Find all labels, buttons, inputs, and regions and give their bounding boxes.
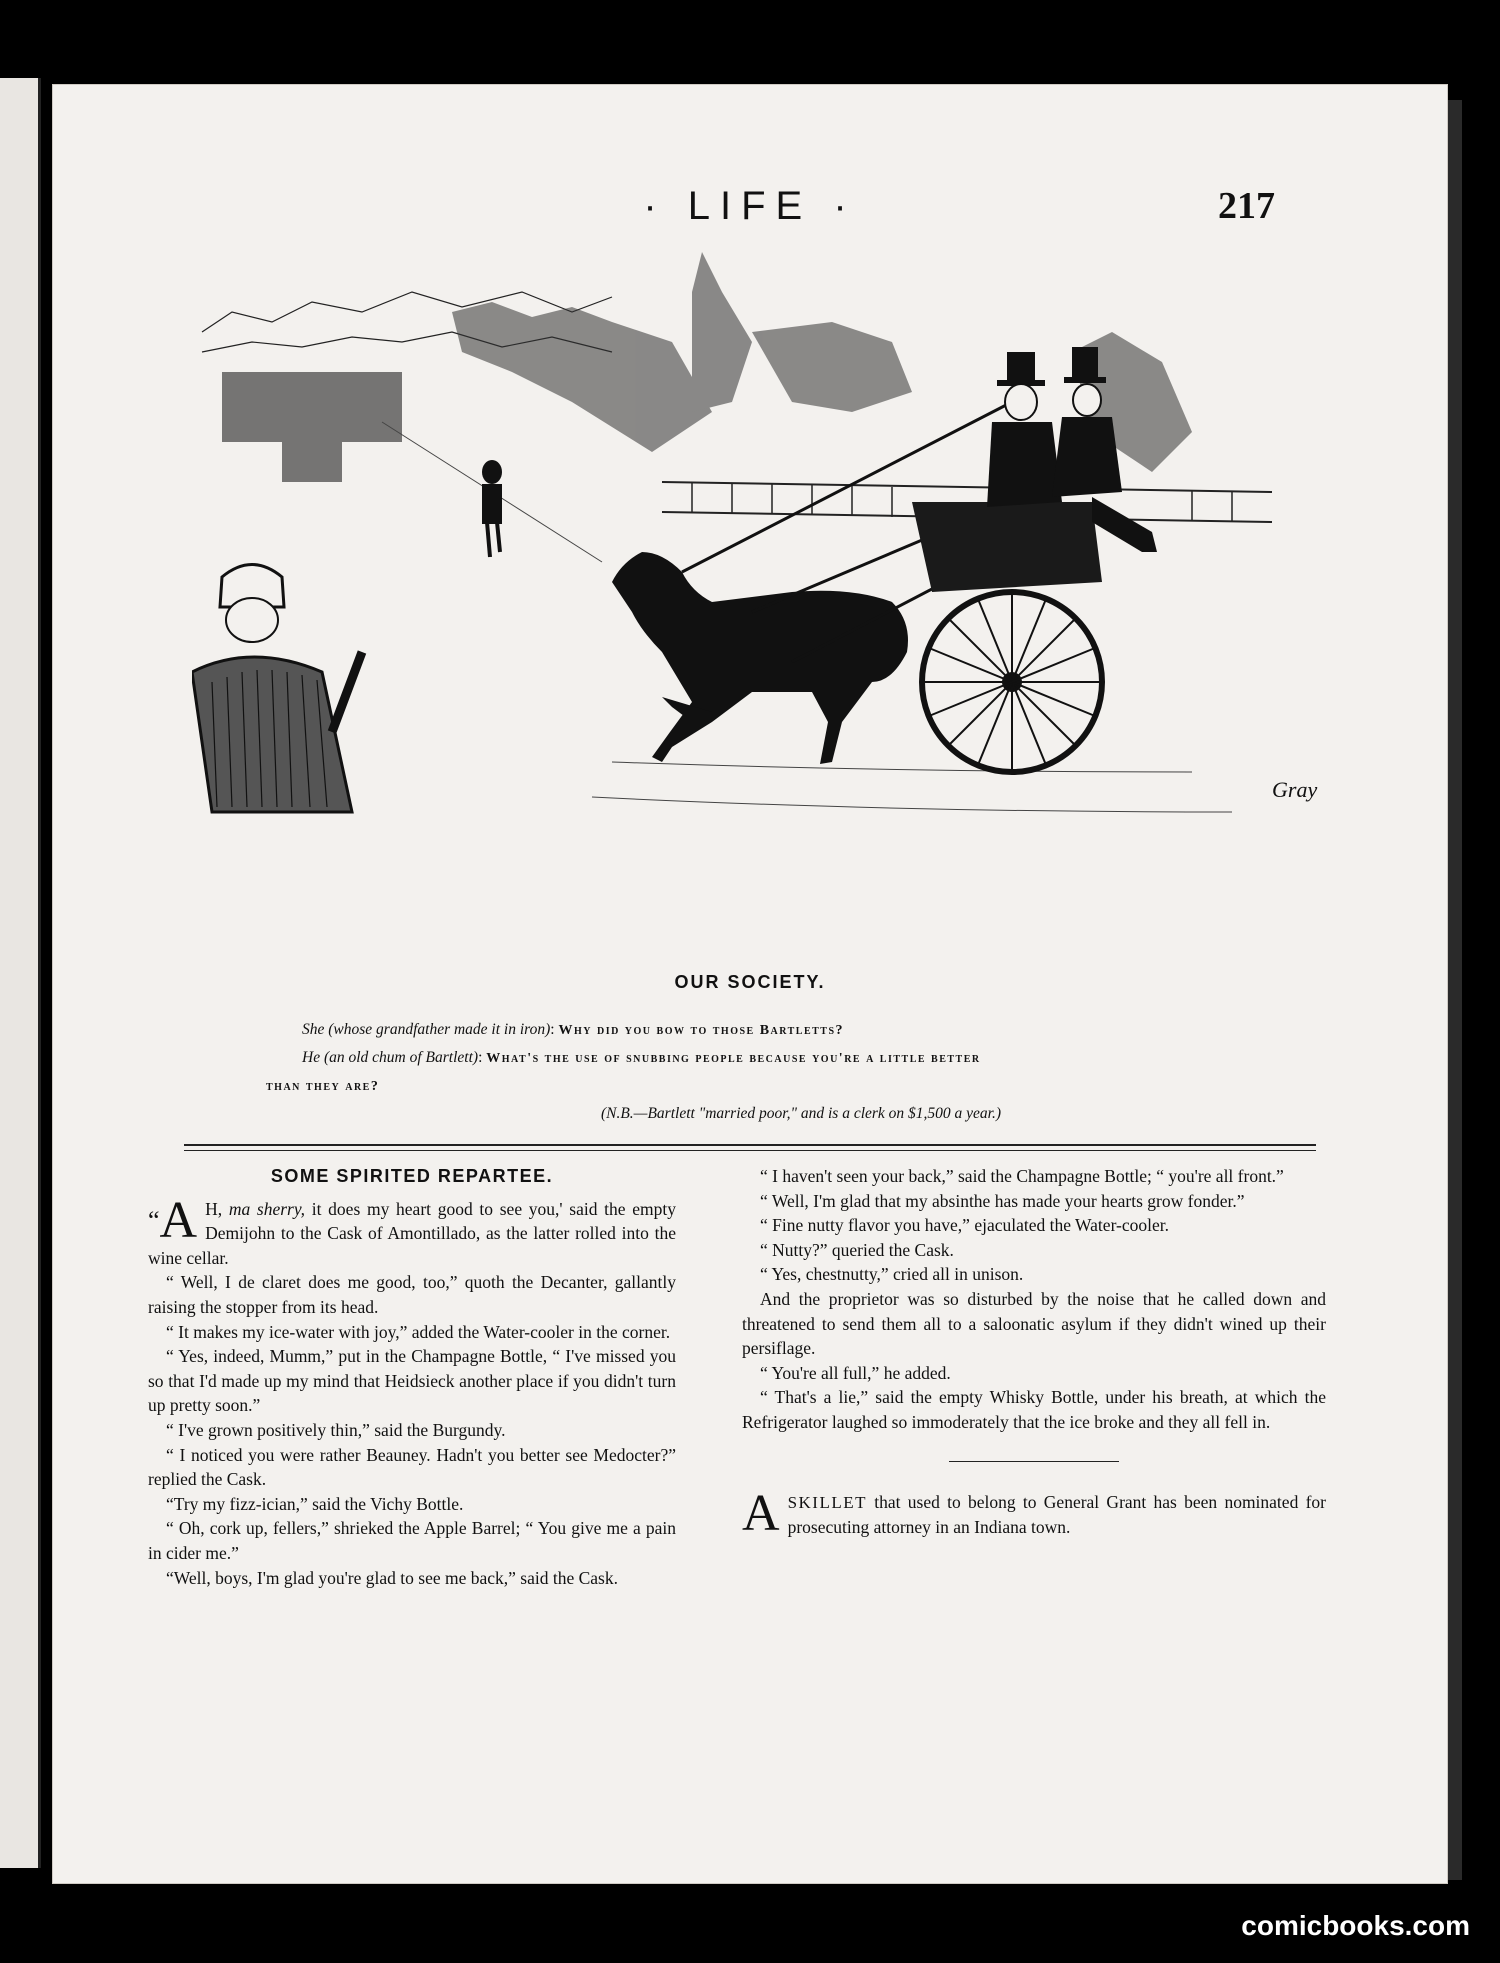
article-paragraph: “ It makes my ice-water with joy,” added the Water-cooler in the corner.	[166, 1321, 671, 1342]
facing-page-edge	[0, 78, 41, 1868]
article-title: SOME SPIRITED REPARTEE.	[270, 1166, 554, 1186]
skillet-smallcaps: SKILLET	[787, 1492, 867, 1512]
article-paragraph: “ Well, I de claret does me good, too,” quoth the Decanter, gallantly raising the stopper from its head.	[148, 1272, 676, 1317]
page-number: 217	[1218, 185, 1275, 227]
he-line-1: What's the use of snubbing people because you're a little better	[486, 1051, 981, 1066]
article-paragraph: “ Well, I'm glad that my absinthe has made your hearts grow fonder.”	[760, 1190, 1245, 1211]
carriage-illustration	[192, 252, 1332, 1002]
article-paragraph: “ Yes, chestnutty,” cried all in unison.	[760, 1264, 1024, 1285]
she-descriptor: (whose grandfather made it in iron)	[328, 1021, 551, 1038]
site-watermark: comicbooks.com	[1241, 1910, 1470, 1941]
caption-note: (N.B.—Bartlett "married poor," and is a clerk on $1,500 a year.)	[600, 1105, 1002, 1122]
svg-text:Gray: Gray	[1272, 777, 1318, 802]
magazine-page	[52, 84, 1448, 1884]
skillet-dropcap: A	[742, 1484, 780, 1542]
double-rule	[184, 1144, 1316, 1151]
skillet-paragraph	[742, 1484, 1326, 1542]
article-dropcap: “A	[148, 1191, 198, 1249]
article-paragraph: “ That's a lie,” said the empty Whisky Bottle, under his breath, at which the Refrigerator laughed so immoderately that the ice broke and they all fell in.	[742, 1387, 1326, 1432]
article-paragraph: “Try my fizz-ician,” said the Vichy Bottle.	[166, 1493, 464, 1514]
article-first-paragraph: “A H, ma sherry, it does my heart good to see you,' said the empty Demijohn to the Cask of Amontillado, as the latter rolled into the wine cellar.	[148, 1191, 676, 1268]
article-paragraph: “ You're all full,” he added.	[760, 1362, 951, 1383]
article-paragraph: And the proprietor was so disturbed by the noise that he called down and threatened to send them all to a saloonatic asylum if they didn't wined up their persiflage.	[742, 1288, 1326, 1359]
article-column-left	[148, 1164, 676, 1590]
caption-she-line: She (whose grandfather made it in iron): Why did you bow to those Bartletts?	[302, 1021, 845, 1038]
cartoon-caption	[266, 1016, 1256, 1127]
he-descriptor: (an old chum of Bartlett)	[323, 1049, 479, 1066]
article-paragraph: “ I haven't seen your back,” said the Champagne Bottle; “ you're all front.”	[760, 1166, 1284, 1186]
she-speaker: She	[302, 1021, 325, 1038]
article-paragraph: “ I've grown positively thin,” said the Burgundy.	[166, 1419, 506, 1440]
cartoon-title: OUR SOCIETY.	[674, 972, 826, 992]
article-paragraph: “ Nutty?” queried the Cask.	[760, 1239, 954, 1260]
article-column-right	[742, 1164, 1326, 1540]
caption-he-line: He (an old chum of Bartlett): What's the use of snubbing people because you're a little better	[302, 1049, 981, 1066]
short-divider	[949, 1461, 1119, 1462]
article-paragraph: “ Oh, cork up, fellers,” shrieked the Apple Barrel; “ You give me a pain in cider me.”	[148, 1518, 676, 1563]
he-line-2: than they are?	[266, 1079, 380, 1094]
he-speaker: He	[302, 1049, 321, 1066]
page-edge-shadow	[1448, 100, 1462, 1880]
she-line: Why did you bow to those Bartletts?	[558, 1023, 845, 1038]
masthead: · LIFE ·	[643, 184, 857, 228]
article-paragraph: “ I noticed you were rather Beauney. Hadn't you better see Medocter?” replied the Cask.	[148, 1444, 676, 1490]
article-paragraph: “Well, boys, I'm glad you're glad to see me back,” said the Cask.	[166, 1567, 618, 1588]
article-paragraph: “ Yes, indeed, Mumm,” put in the Champagne Bottle, “ I've missed you so that I'd made up my mind that Heidsieck another place if you didn't turn up pretty soon.”	[148, 1346, 676, 1416]
article-paragraph: “ Fine nutty flavor you have,” ejaculated the Water-cooler.	[760, 1215, 1170, 1236]
caption-he-line-cont	[266, 1072, 1256, 1100]
skillet-text: that used to belong to General Grant has been nominated for prosecuting attorney in an Indiana town.	[787, 1491, 1326, 1538]
